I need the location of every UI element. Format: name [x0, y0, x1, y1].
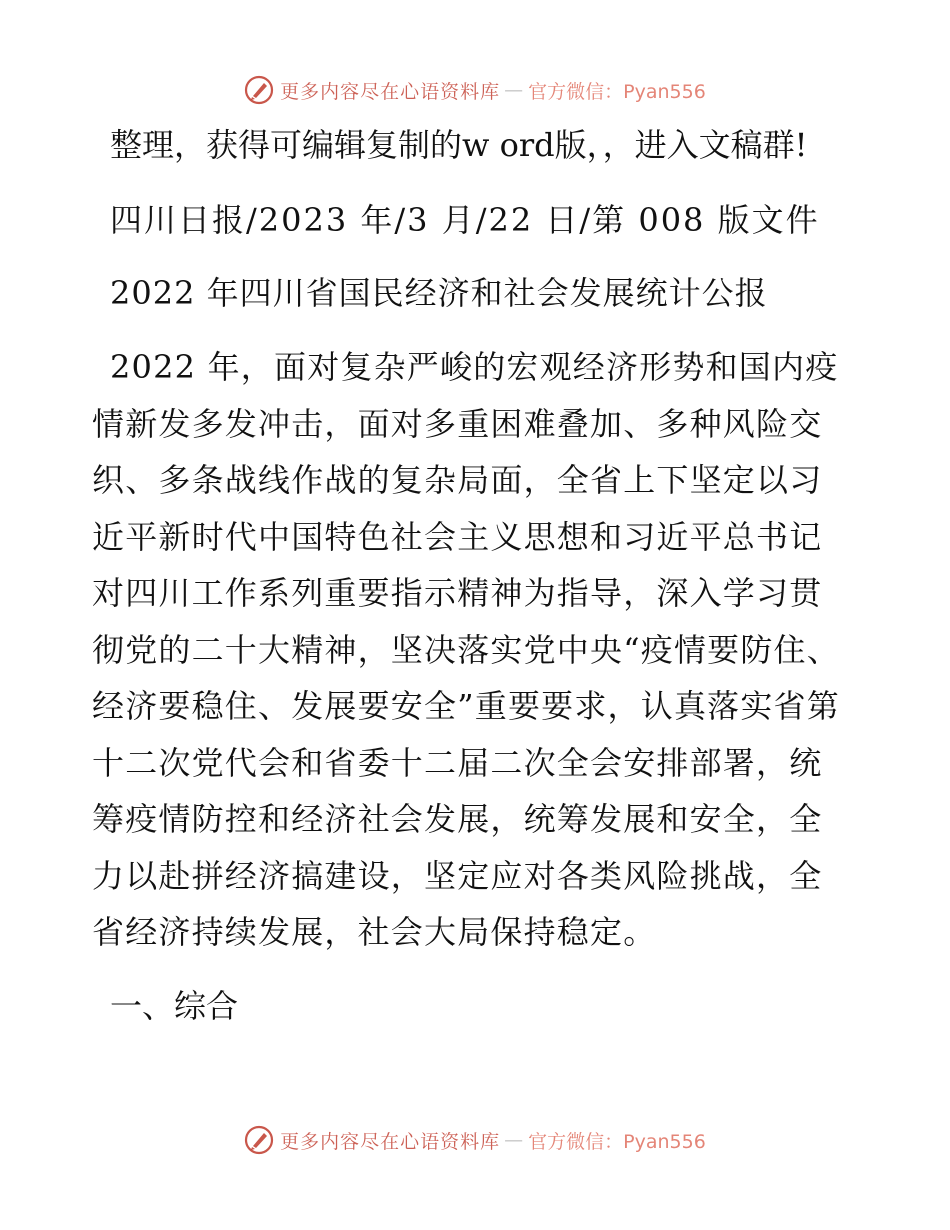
- section-heading: 一、综合: [110, 986, 239, 1025]
- watermark-label: 官方微信：Pyan556: [528, 80, 706, 103]
- body-paragraph: 2022 年，面对复杂严峻的宏观经济形势和国内疫情新发多发冲击，面对多重困难叠加、多种风险交织、多条战线作战的复杂局面，全省上下坚定以习近平新时代中国特色社会主义思想和习近平总书记对四川工作系列重要指示精神为指导，深入学习贯彻党的二十大精神，坚决落实党中央“疫情要防住、经济要稳住、发展要安全”重要要求，认真落实省第十二次党代会和省委十二届二次全会安排部署，统筹疫情防控和经济社会发展，统筹发展和安全，全力以赴拼经济搞建设，坚定应对各类风险挑战，全省经济持续发展，社会大局保持稳定。: [92, 348, 840, 951]
- watermark-header: [0, 70, 950, 110]
- intro-paragraph: 整理，获得可编辑复制的w ord版，，进入文稿群!: [110, 126, 808, 164]
- brush-pen-logo-icon: [244, 1125, 274, 1155]
- source-line: 四川日报/2023 年/3 月/22 日/第 008 版文件: [110, 201, 820, 239]
- watermark-label: 官方微信：Pyan556: [528, 1130, 706, 1153]
- watermark-text: 更多内容尽在心语资料库: [280, 80, 501, 103]
- watermark-text: 更多内容尽在心语资料库: [280, 1130, 501, 1153]
- brush-pen-logo-icon: [244, 75, 274, 105]
- watermark-separator: —: [504, 79, 525, 101]
- watermark-separator: —: [504, 1129, 525, 1151]
- document-title: 2022 年四川省国民经济和社会发展统计公报: [110, 274, 768, 312]
- watermark-footer: [0, 1120, 950, 1160]
- document-body: [92, 120, 852, 1032]
